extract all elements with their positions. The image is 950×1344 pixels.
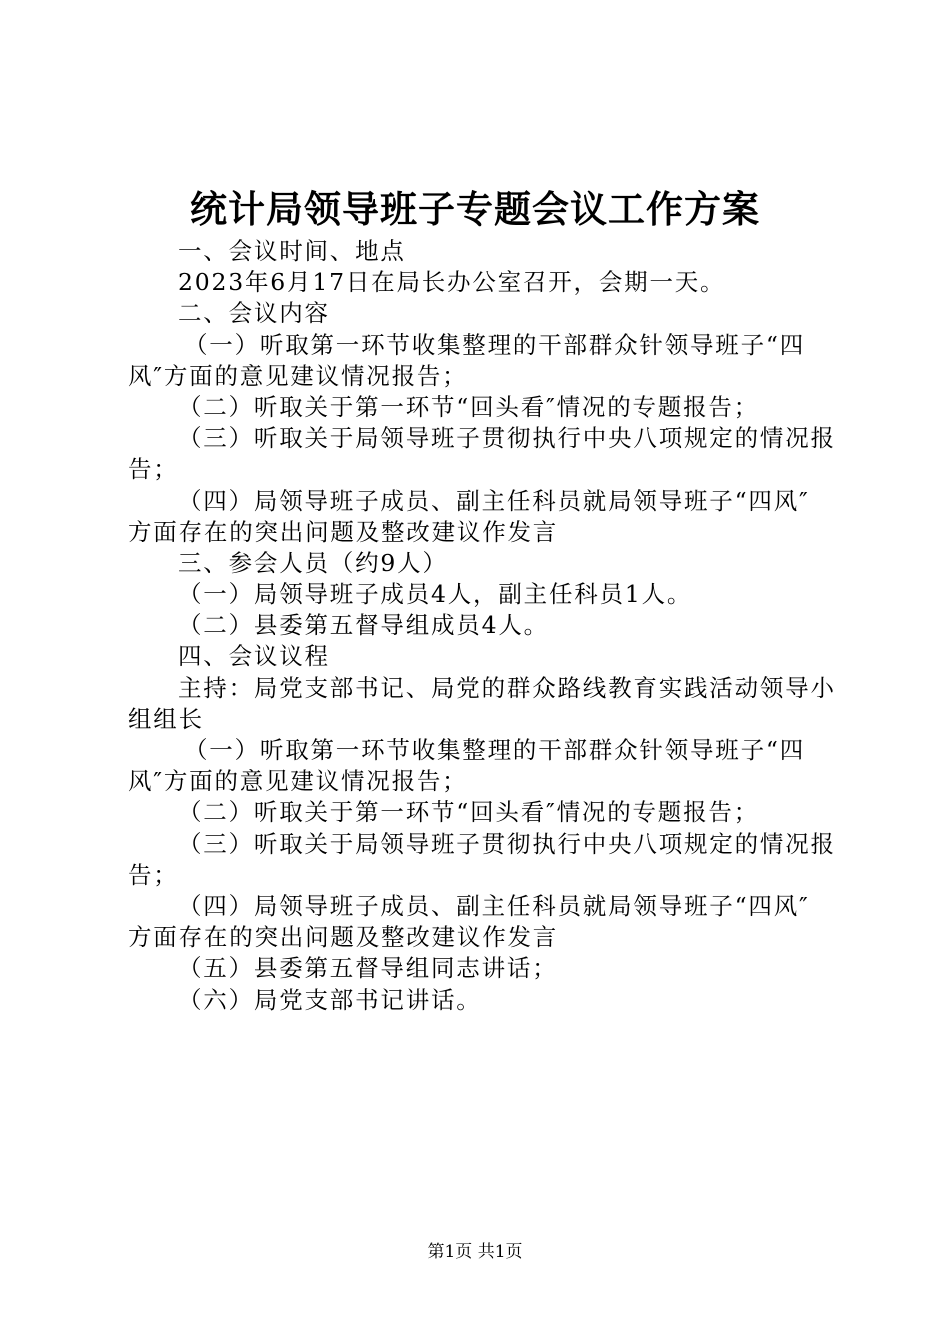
agenda-item-6: （六）局党支部书记讲话。	[178, 985, 482, 1014]
agenda-item-2: （二）听取关于第一环节“回头看″情况的专题报告；	[178, 798, 759, 827]
page-footer: 第1页 共1页	[427, 1242, 523, 1262]
agenda-item-3-line-2: 告；	[128, 860, 179, 889]
content-item-4-line-1: （四）局领导班子成员、副主任科员就局领导班子“四风″	[178, 486, 810, 515]
document-body	[128, 236, 838, 1016]
attendees-item-1: （一）局领导班子成员4人，副主任科员1人。	[178, 580, 693, 609]
section-heading-agenda: 四、会议议程	[178, 642, 330, 671]
agenda-item-3-line-1: （三）听取关于局领导班子贯彻执行中央八项规定的情况报	[178, 829, 836, 858]
agenda-item-1-line-2: 风″方面的意见建议情况报告；	[128, 767, 468, 796]
section-heading-content: 二、会议内容	[178, 299, 330, 328]
attendees-item-2: （二）县委第五督导组成员4人。	[178, 611, 549, 640]
agenda-host-line-1: 主持：局党支部书记、局党的群众路线教育实践活动领导小	[178, 673, 836, 702]
content-item-1-line-1: （一）听取第一环节收集整理的干部群众针领导班子“四	[184, 330, 806, 359]
content-item-1-line-2: 风″方面的意见建议情况报告；	[128, 361, 468, 390]
content-item-3-line-1: （三）听取关于局领导班子贯彻执行中央八项规定的情况报	[178, 424, 836, 453]
content-item-2: （二）听取关于第一环节“回头看″情况的专题报告；	[178, 392, 759, 421]
agenda-item-5: （五）县委第五督导组同志讲话；	[178, 954, 558, 983]
section-heading-time-place: 一、会议时间、地点	[178, 237, 406, 265]
content-item-4-line-2: 方面存在的突出问题及整改建议作发言	[128, 517, 559, 546]
document-title: 统计局领导班子专题会议工作方案	[190, 187, 760, 231]
agenda-item-4-line-1: （四）局领导班子成员、副主任科员就局领导班子“四风″	[178, 891, 810, 920]
content-item-3-line-2: 告；	[128, 455, 179, 484]
agenda-item-4-line-2: 方面存在的突出问题及整改建议作发言	[128, 923, 559, 952]
section-heading-attendees: 三、参会人员（约9人）	[178, 548, 448, 577]
agenda-item-1-line-1: （一）听取第一环节收集整理的干部群众针领导班子“四	[184, 736, 806, 764]
paragraph-time-place: 2023年6月17日在局长办公室召开，会期一天。	[178, 268, 726, 297]
agenda-host-line-2: 组组长	[128, 704, 204, 733]
